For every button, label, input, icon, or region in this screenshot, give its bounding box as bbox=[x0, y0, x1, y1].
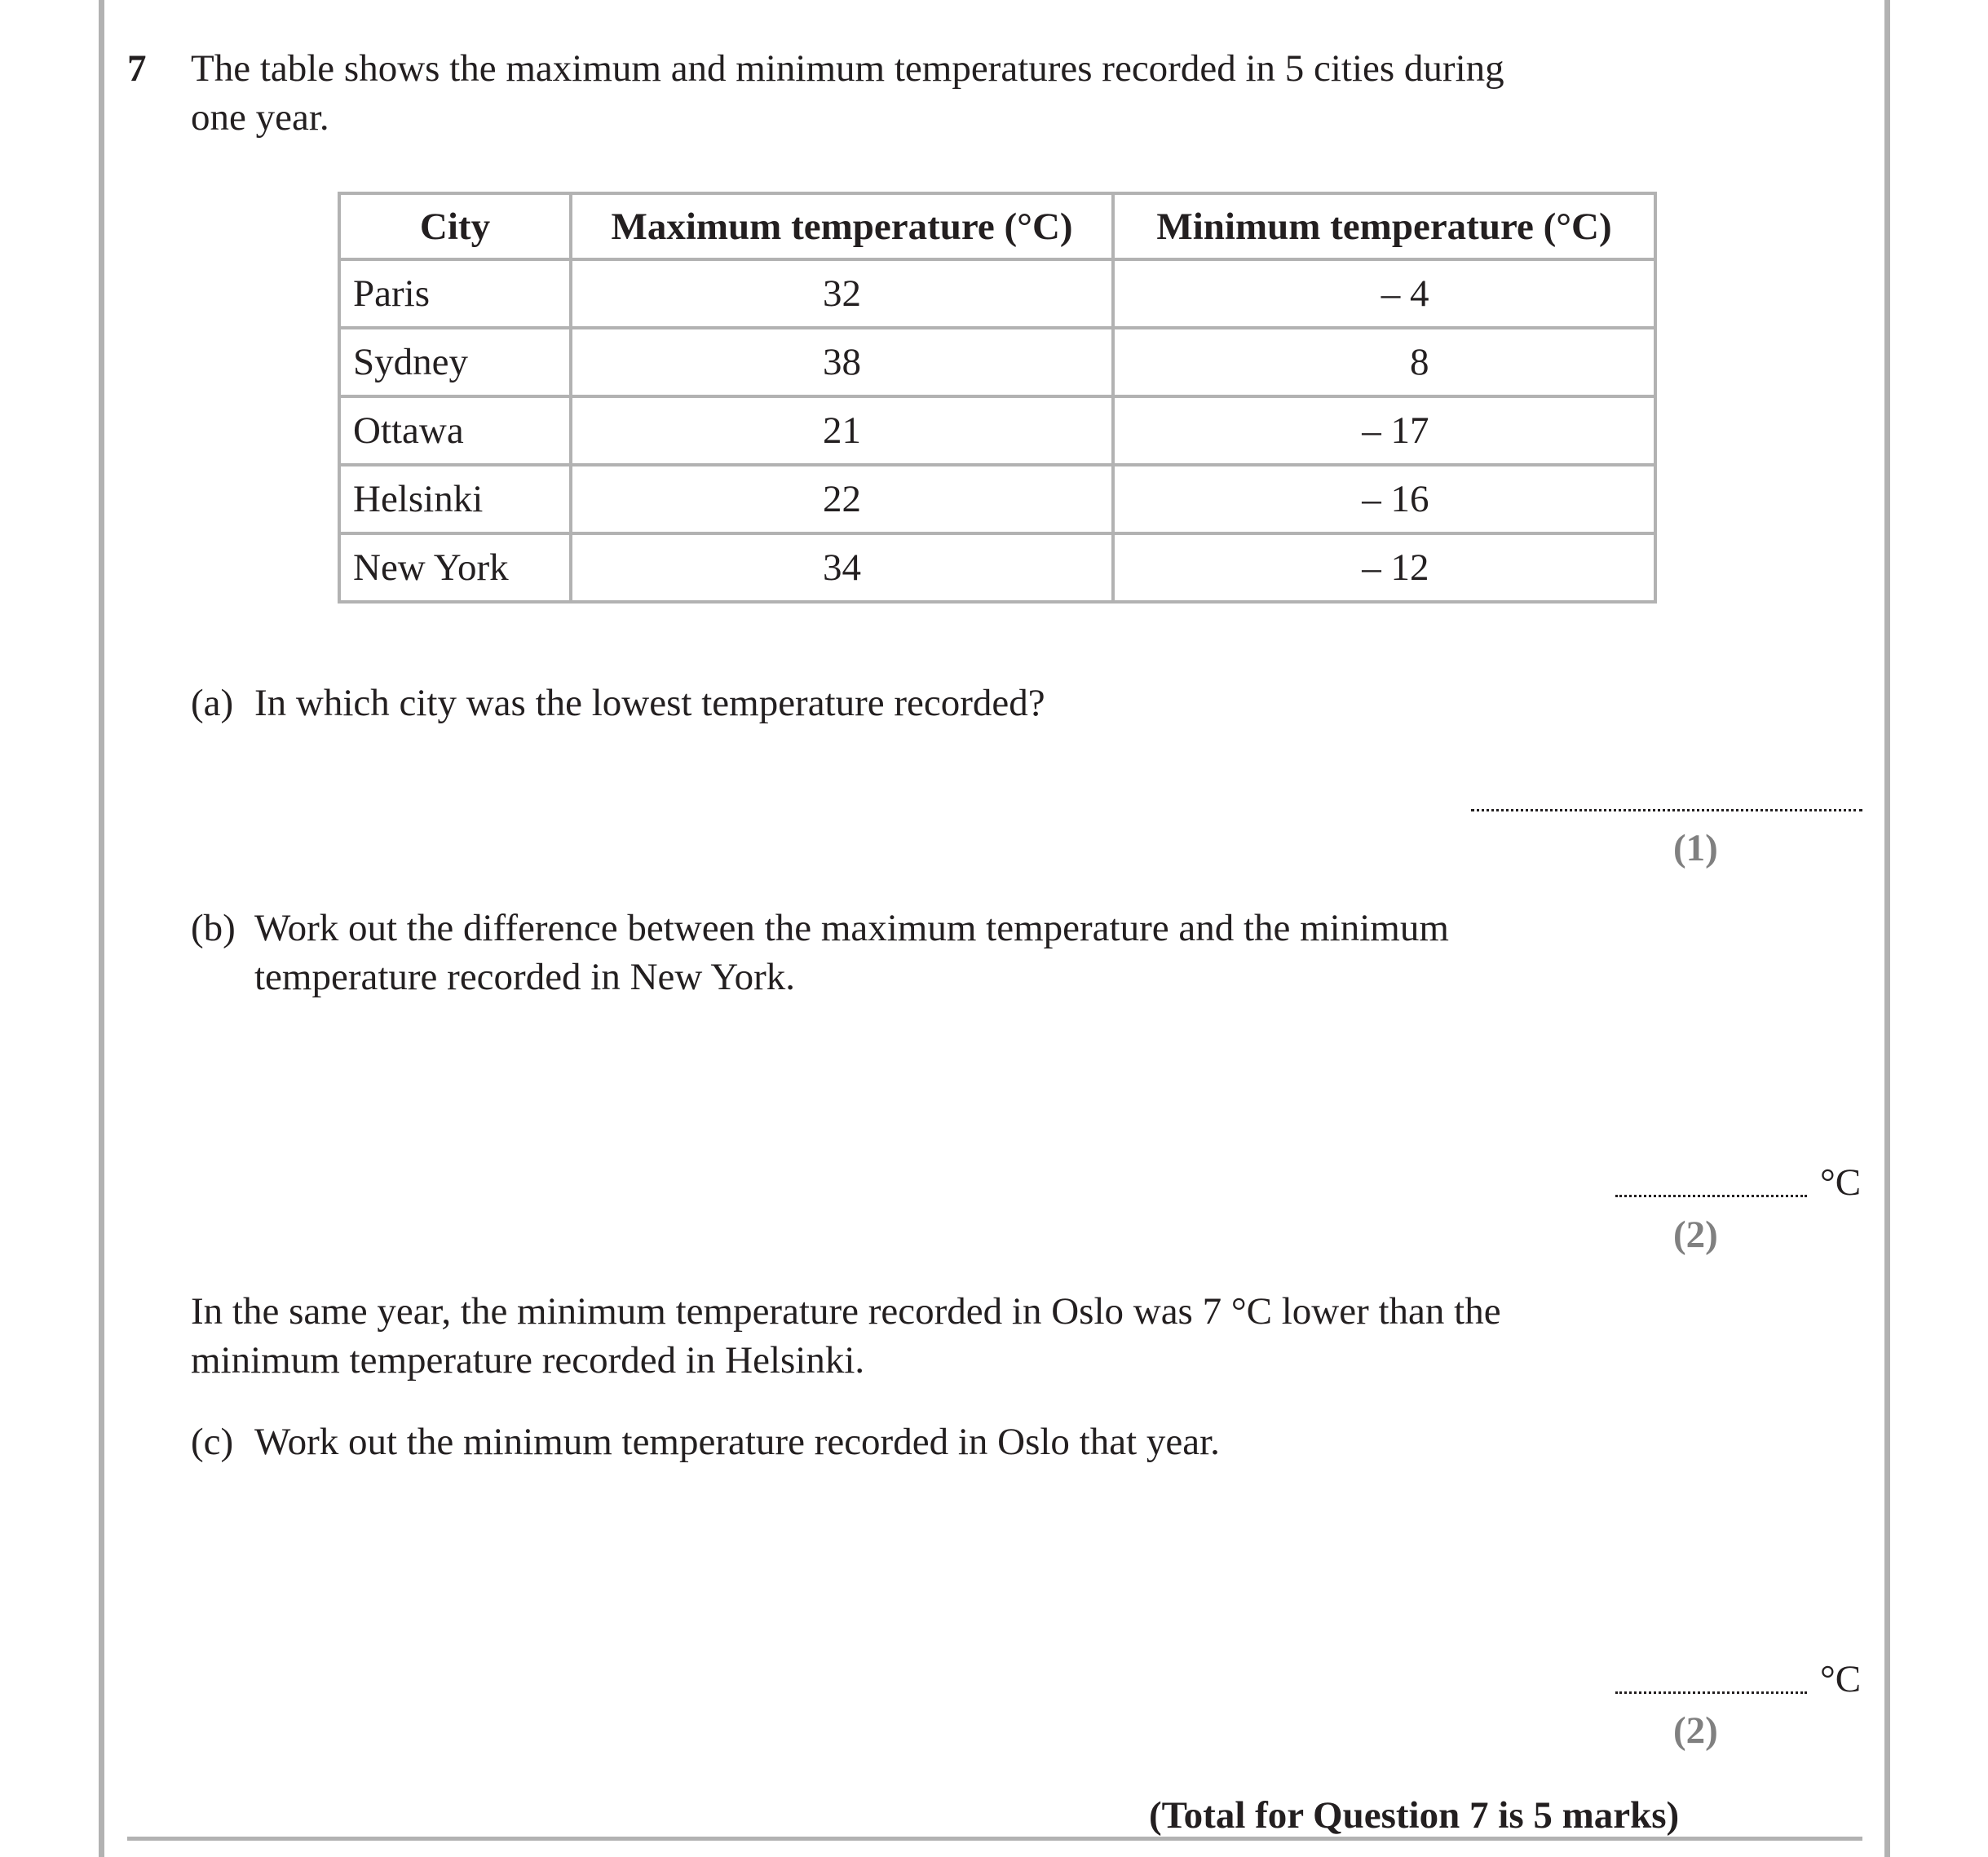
page-border-right bbox=[1884, 0, 1890, 1857]
cell-city: Ottawa bbox=[339, 396, 571, 465]
intro-line: one year. bbox=[191, 96, 329, 139]
cell-max: 38 bbox=[571, 328, 1113, 396]
bottom-rule bbox=[127, 1837, 1862, 1841]
header-city: City bbox=[339, 193, 571, 259]
part-a-text: In which city was the lowest temperature recorded? bbox=[254, 682, 1045, 724]
cell-max: 32 bbox=[571, 259, 1113, 328]
cell-max: 34 bbox=[571, 533, 1113, 602]
part-c-stem bbox=[191, 1287, 1501, 1385]
header-max-temp: Maximum temperature (°C) bbox=[571, 193, 1113, 259]
table-row bbox=[339, 465, 1655, 533]
part-b-line: Work out the difference between the maximum temperature and the minimum bbox=[254, 907, 1449, 949]
part-c-marks: (2) bbox=[1673, 1709, 1718, 1752]
cell-min: – 16 bbox=[1113, 465, 1655, 533]
table-row bbox=[339, 328, 1655, 396]
table-row bbox=[339, 396, 1655, 465]
answer-line-b[interactable] bbox=[1615, 1195, 1807, 1197]
part-a-marks: (1) bbox=[1673, 827, 1718, 869]
part-c bbox=[191, 1417, 1577, 1466]
cell-city: New York bbox=[339, 533, 571, 602]
page-border-left bbox=[99, 0, 104, 1857]
question-number: 7 bbox=[127, 47, 147, 90]
answer-line-c[interactable] bbox=[1615, 1691, 1807, 1694]
cell-city: Helsinki bbox=[339, 465, 571, 533]
cell-max: 21 bbox=[571, 396, 1113, 465]
intro-line: The table shows the maximum and minimum temperatures recorded in 5 cities during bbox=[191, 47, 1504, 90]
part-c-unit: °C bbox=[1820, 1658, 1862, 1700]
cell-city: Sydney bbox=[339, 328, 571, 396]
part-a bbox=[191, 679, 1577, 727]
cell-city: Paris bbox=[339, 259, 571, 328]
table-row bbox=[339, 533, 1655, 602]
part-b-line: temperature recorded in New York. bbox=[254, 956, 796, 998]
part-c-text: Work out the minimum temperature recorded in Oslo that year. bbox=[254, 1421, 1220, 1463]
part-b-label: (b) bbox=[191, 907, 236, 949]
part-c-label: (c) bbox=[191, 1421, 234, 1463]
temperature-table bbox=[338, 192, 1657, 604]
cell-min: – 17 bbox=[1113, 396, 1655, 465]
question-total: (Total for Question 7 is 5 marks) bbox=[1149, 1794, 1680, 1837]
part-b-text bbox=[254, 904, 1449, 1001]
table-header-row bbox=[339, 193, 1655, 259]
cell-min: – 12 bbox=[1113, 533, 1655, 602]
cell-min: 8 bbox=[1113, 328, 1655, 396]
stem-line: minimum temperature recorded in Helsinki. bbox=[191, 1339, 865, 1382]
cell-min: – 4 bbox=[1113, 259, 1655, 328]
cell-max: 22 bbox=[571, 465, 1113, 533]
stem-line: In the same year, the minimum temperature recorded in Oslo was 7 °C lower than the bbox=[191, 1290, 1501, 1333]
question-intro bbox=[191, 44, 1504, 142]
part-b bbox=[191, 904, 1659, 1001]
part-a-label: (a) bbox=[191, 682, 234, 724]
part-b-unit: °C bbox=[1820, 1161, 1862, 1204]
answer-line-a[interactable] bbox=[1471, 809, 1862, 811]
table-row bbox=[339, 259, 1655, 328]
part-b-marks: (2) bbox=[1673, 1214, 1718, 1256]
header-min-temp: Minimum temperature (°C) bbox=[1113, 193, 1655, 259]
